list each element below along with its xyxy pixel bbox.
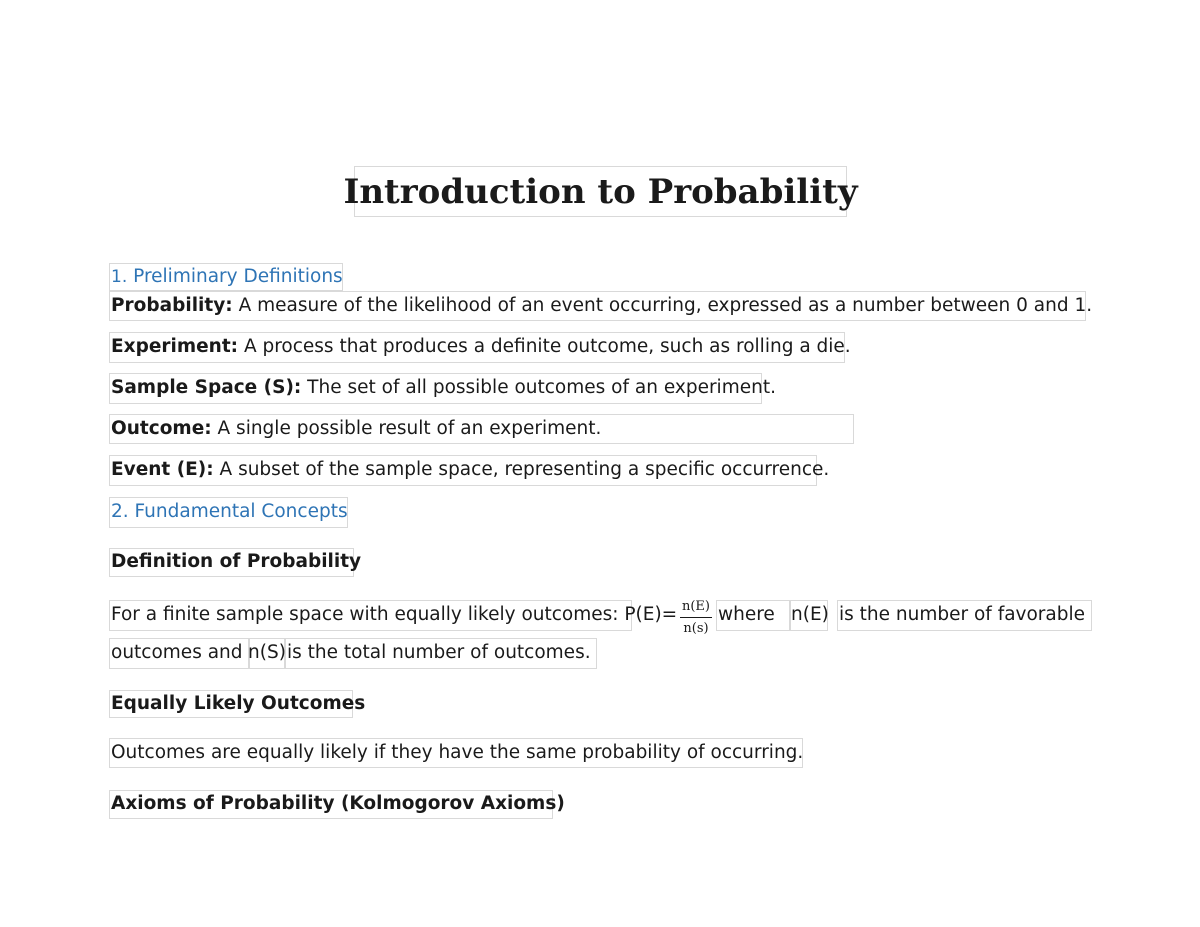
ne-variable: n(E) xyxy=(789,600,828,631)
definition-text: A single possible result of an experiment. xyxy=(211,417,602,439)
subheading-axioms: Axioms of Probability (Kolmogorov Axioms) xyxy=(109,790,553,819)
formula-line2-start: outcomes and xyxy=(109,638,249,669)
definition-term: Experiment: xyxy=(111,336,239,358)
subheading-definition-of-probability: Definition of Probability xyxy=(109,548,354,577)
equally-likely-text: Outcomes are equally likely if they have the same probability of occurring. xyxy=(109,738,803,768)
definition-term: Outcome: xyxy=(111,417,212,439)
formula-line2-end: is the total number of outcomes. xyxy=(285,638,597,669)
section-heading-preliminary xyxy=(109,263,343,291)
document-title: Introduction to Probability xyxy=(354,166,847,217)
definition-probability xyxy=(109,291,1093,321)
fraction-numerator: n(E) xyxy=(681,599,710,614)
definition-text: A subset of the sample space, representing a specific occurrence. xyxy=(213,459,830,481)
formula-line-start: For a finite sample space with equally likely outcomes: P(E)= xyxy=(109,600,632,631)
definition-text: A measure of the likelihood of an event occurring, expressed as a number between 0 and 1. xyxy=(232,294,1093,316)
definition-term: Sample Space (S): xyxy=(111,377,302,399)
definition-event xyxy=(109,455,830,486)
section-number: 1. xyxy=(111,266,128,287)
definition-text: The set of all possible outcomes of an experiment. xyxy=(301,377,776,399)
ns-variable: n(S) xyxy=(249,638,285,669)
definition-text: A process that produces a definite outcome, such as rolling a die. xyxy=(238,336,851,358)
definition-term: Probability: xyxy=(111,294,233,316)
subheading-equally-likely: Equally Likely Outcomes xyxy=(109,690,353,718)
section-title: Preliminary Definitions xyxy=(133,265,343,287)
definition-experiment xyxy=(109,332,851,363)
definition-term: Event (E): xyxy=(111,459,214,481)
where-text: where xyxy=(716,600,791,631)
section-heading-fundamental: 2. Fundamental Concepts xyxy=(109,497,348,528)
fraction-denominator: n(s) xyxy=(683,621,709,636)
formula-line-end: is the number of favorable xyxy=(837,600,1092,631)
fraction-bar xyxy=(680,617,712,618)
definition-outcome xyxy=(109,414,854,444)
definition-sample-space xyxy=(109,373,776,404)
probability-fraction xyxy=(678,598,714,638)
